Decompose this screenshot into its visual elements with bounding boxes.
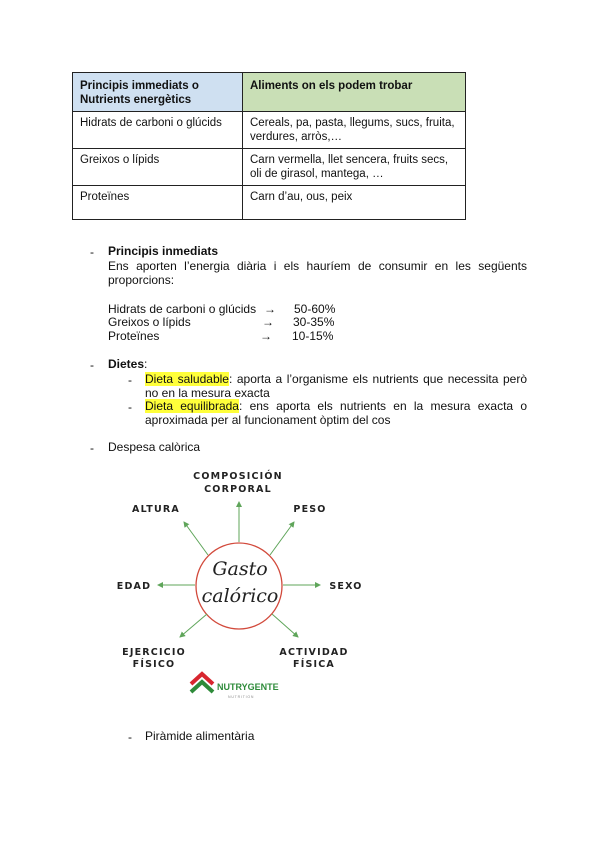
proportion-value: 10-15% — [292, 329, 334, 343]
section-title-principis: Principis inmediats — [108, 244, 219, 258]
table-cell-nutrient: Proteïnes — [73, 186, 243, 220]
label-fisica: FÍSICA — [293, 659, 335, 670]
diet-item-equilibrada — [145, 400, 527, 427]
arrow-down-right-icon — [272, 614, 298, 637]
list-bullet: - — [128, 400, 132, 414]
center-label-line1: Gasto — [212, 558, 268, 580]
highlighted-term: Dieta saludable — [145, 372, 229, 386]
brand-subtitle: NUTRITION — [228, 695, 255, 699]
table-header-row — [73, 73, 466, 112]
label-fisico: FÍSICO — [132, 659, 176, 670]
label-altura: ALTURA — [132, 504, 180, 515]
section-title-text: Dietes — [108, 357, 145, 371]
table-cell-nutrient: Hidrats de carboni o glúcids — [73, 112, 243, 149]
table-cell-foods: Cereals, pa, pasta, llegums, sucs, fruita, verdures, arròs,… — [243, 112, 466, 149]
proportion-name: Proteïnes — [108, 329, 160, 343]
title-colon: : — [144, 357, 148, 371]
highlighted-term: Dieta equilibrada — [145, 399, 239, 413]
label-actividad: ACTIVIDAD — [279, 647, 349, 658]
brand-name: NUTRYGENTE — [217, 682, 279, 692]
nutrients-table — [72, 72, 466, 220]
proportion-name: Greixos o lípids — [108, 315, 191, 329]
nutrygente-logo — [191, 674, 279, 699]
diet-description: : ens aporta els nutrients en la mesura exacta o aproximada per al funcionament òptim del cos — [145, 399, 528, 427]
center-label-line2: calórico — [201, 585, 279, 607]
proportion-value: 30-35% — [293, 315, 335, 329]
section-title-dietes — [108, 358, 147, 372]
arrow-down-left-icon — [180, 614, 207, 637]
arrow-icon: → — [260, 329, 272, 343]
arrow-up-left-icon — [184, 522, 208, 555]
label-ejercicio: EJERCICIO — [122, 647, 186, 658]
section-title-despesa: Despesa calòrica — [108, 440, 201, 454]
table-cell-nutrient: Greixos o lípids — [73, 149, 243, 186]
list-bullet: - — [90, 358, 94, 372]
label-edad: EDAD — [116, 581, 152, 592]
diet-item-saludable — [145, 373, 527, 400]
list-bullet: - — [128, 730, 132, 744]
diet-description: : aporta a l’organisme els nutrients que necessita però no en la mesura exacta — [145, 372, 527, 400]
arrow-icon: → — [262, 315, 274, 329]
label-composicion: COMPOSICIÓN — [193, 471, 283, 482]
section-title-piramide: Piràmide alimentària — [145, 729, 255, 743]
table-row — [73, 149, 466, 186]
proportion-value: 50-60% — [294, 302, 336, 316]
list-bullet: - — [90, 245, 94, 259]
table-header-nutrients: Principis immediats o Nutrients energètics — [73, 73, 243, 112]
arrow-up-right-icon — [270, 522, 294, 555]
proportion-name: Hidrats de carboni o glúcids — [108, 302, 257, 316]
table-row — [73, 112, 466, 149]
label-corporal: CORPORAL — [204, 484, 272, 495]
list-bullet: - — [90, 441, 94, 455]
arrow-icon: → — [264, 302, 276, 316]
section-intro: Ens aporten l’energia diària i els hauríem de consumir en les següents proporcions: — [108, 259, 527, 287]
table-cell-foods: Carn d’au, ous, peix — [243, 186, 466, 220]
label-peso: PESO — [293, 504, 327, 515]
list-bullet: - — [128, 373, 132, 387]
table-cell-foods: Carn vermella, llet sencera, fruits secs, oli de girasol, mantega, … — [243, 149, 466, 186]
caloric-expenditure-diagram — [100, 462, 370, 712]
table-row — [73, 186, 466, 220]
label-sexo: SEXO — [329, 581, 363, 592]
table-header-foods: Aliments on els podem trobar — [243, 73, 466, 112]
